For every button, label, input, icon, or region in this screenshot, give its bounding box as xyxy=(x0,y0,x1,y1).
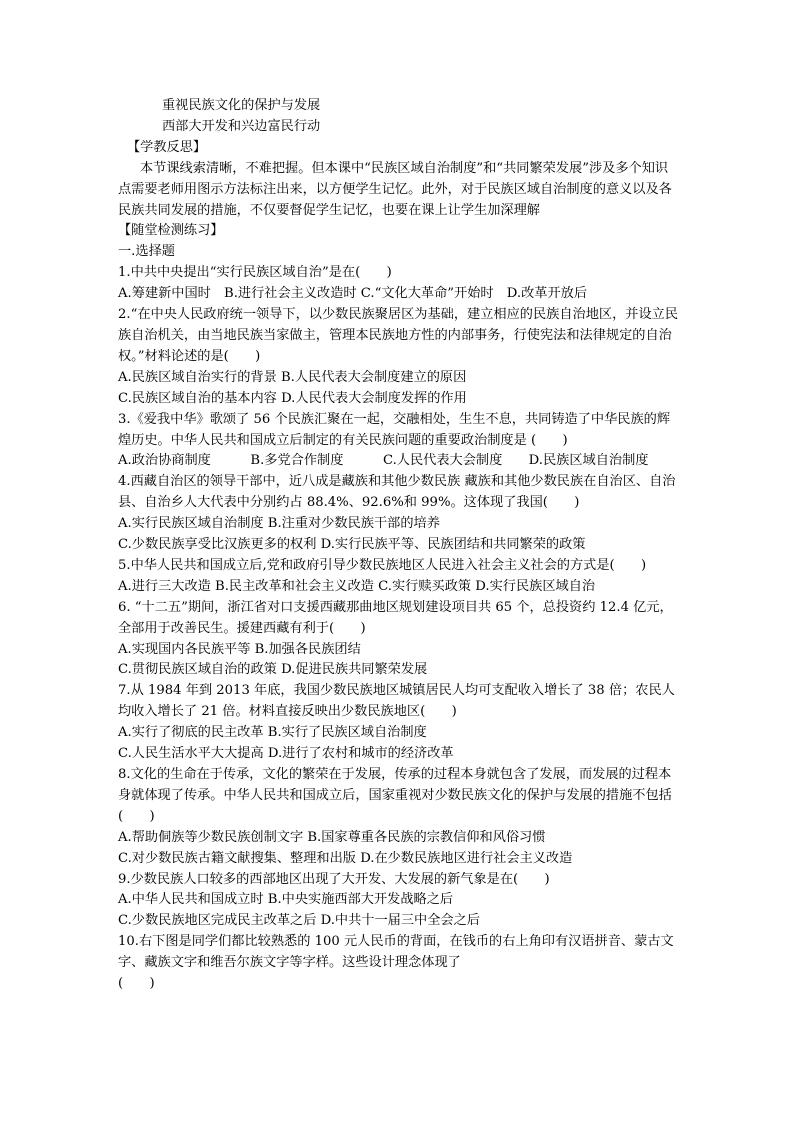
question-stem: 9.少数民族人口较多的西部地区出现了大开发、大发展的新气象是在( ) xyxy=(118,871,550,887)
question-10 xyxy=(118,932,678,995)
question-1 xyxy=(118,263,678,305)
question-stem: 3.《爱我中华》歌颂了 56 个民族汇聚在一起，交融相处，生生不息，共同铸造了中华民族的辉煌历史。中华人民共和国成立后制定的有关民族问题的重要政治制度是 ( ) xyxy=(118,411,671,448)
question-options: C.人民生活水平大大提高 D.进行了农村和城市的经济改革 xyxy=(118,746,454,762)
question-options: C.贯彻民族区域自治的政策 D.促进民族共同繁荣发展 xyxy=(118,662,428,678)
section-title: 一.选择题 xyxy=(118,244,175,260)
question-options: A.民族区域自治实行的背景 B.人民代表大会制度建立的原因 xyxy=(118,369,467,385)
practice-heading: 【随堂检测练习】 xyxy=(118,223,224,239)
document-content xyxy=(118,96,678,995)
answer-blank: ( ) xyxy=(118,976,155,992)
question-options: A.实行了彻底的民主改革 B.实行了民族区域自治制度 xyxy=(118,725,427,741)
question-5 xyxy=(118,556,678,598)
question-options: C.少数民族地区完成民主改革之后 D.中共十一届三中全会之后 xyxy=(118,913,480,929)
question-options: A.筹建新中国时 B.进行社会主义改造时 C.“文化大革命”开始时 D.改革开放后 xyxy=(118,286,588,302)
question-stem: 10.右下图是同学们都比较熟悉的 100 元人民币的背面，在钱币的右上角印有汉语拼音、蒙古文字、藏族文字和维吾尔族文字等字样。这些设计理念体现了 xyxy=(118,934,674,971)
question-options: A.实现国内各民族平等 B.加强各民族团结 xyxy=(118,641,361,657)
header-line-2: 西部大开发和兴边富民行动 xyxy=(162,118,321,134)
question-options: C.民族区域自治的基本内容 D.人民代表大会制度发挥的作用 xyxy=(118,390,467,406)
question-7 xyxy=(118,681,678,765)
reflection-paragraph: 本节课线索清晰，不难把握。但本课中“民族区域自治制度”和“共同繁荣发展”涉及多个知识点需要老师用图示方法标注出来，以方便学生记忆。此外，对于民族区域自治制度的意义以及各民族共同发展的措施，不仅要督促学生记忆，也要在课上让学生加深理解 xyxy=(118,160,672,218)
question-stem: 2.“在中央人民政府统一领导下，以少数民族聚居区为基础，建立相应的民族自治地区，并设立民族自治机关，由当地民族当家做主，管理本民族地方性的内部事务，行使宪法和法律规定的自治权。”材料论述的是( ) xyxy=(118,307,679,364)
header-line-1: 重视民族文化的保护与发展 xyxy=(162,98,321,113)
question-stem: 4.西藏自治区的领导干部中，近八成是藏族和其他少数民族 藏族和其他少数民族在自治区、自治县、自治乡人大代表中分别约占 88.4%、92.6%和 99%。这体现了我国( ) xyxy=(118,474,676,511)
question-options: A.进行三大改造 B.民主改革和社会主义改造 C.实行赎买政策 D.实行民族区域自治 xyxy=(118,578,596,594)
question-stem: 1.中共中央提出“实行民族区域自治”是在( ) xyxy=(118,265,392,281)
question-stem: 6. “十二五”期间，浙江省对口支援西藏那曲地区规划建设项目共 65 个，总投资约 12.4 亿元，全部用于改善民生。援建西藏有利于( ) xyxy=(118,599,673,636)
question-options: C.对少数民族古籍文献搜集、整理和出版 D.在少数民族地区进行社会主义改造 xyxy=(118,850,573,866)
question-options: A.帮助侗族等少数民族创制文字 B.国家尊重各民族的宗教信仰和风俗习惯 xyxy=(118,829,546,845)
reflection-heading: 【学教反思】 xyxy=(127,139,207,155)
question-options: A.政治协商制度 B.多党合作制度 C.人民代表大会制度 D.民族区域自治制度 xyxy=(118,453,649,469)
question-options: A.实行民族区域自治制度 B.注重对少数民族干部的培养 xyxy=(118,516,440,532)
question-options: A.中华人民共和国成立时 B.中央实施西部大开发战略之后 xyxy=(118,892,454,908)
question-2 xyxy=(118,305,678,410)
question-6 xyxy=(118,598,678,682)
question-stem: 5.中华人民共和国成立后,党和政府引导少数民族地区人民进入社会主义社会的方式是( ) xyxy=(118,557,647,573)
question-8 xyxy=(118,765,678,870)
question-stem: 8.文化的生命在于传承，文化的繁荣在于发展，传承的过程本身就包含了发展，而发展的过程本身就体现了传承。中华人民共和国成立后，国家重视对少数民族文化的保护与发展的措施不包括( ) xyxy=(118,767,672,824)
question-stem: 7.从 1984 年到 2013 年底，我国少数民族地区城镇居民人均可支配收入增长了 38 倍；农民人均收入增长了 21 倍。材料直接反映出少数民族地区( ) xyxy=(118,683,675,720)
question-9 xyxy=(118,870,678,933)
question-options: C.少数民族享受比汉族更多的权利 D.实行民族平等、民族团结和共同繁荣的政策 xyxy=(118,537,586,553)
question-3 xyxy=(118,410,678,473)
question-4 xyxy=(118,472,678,556)
